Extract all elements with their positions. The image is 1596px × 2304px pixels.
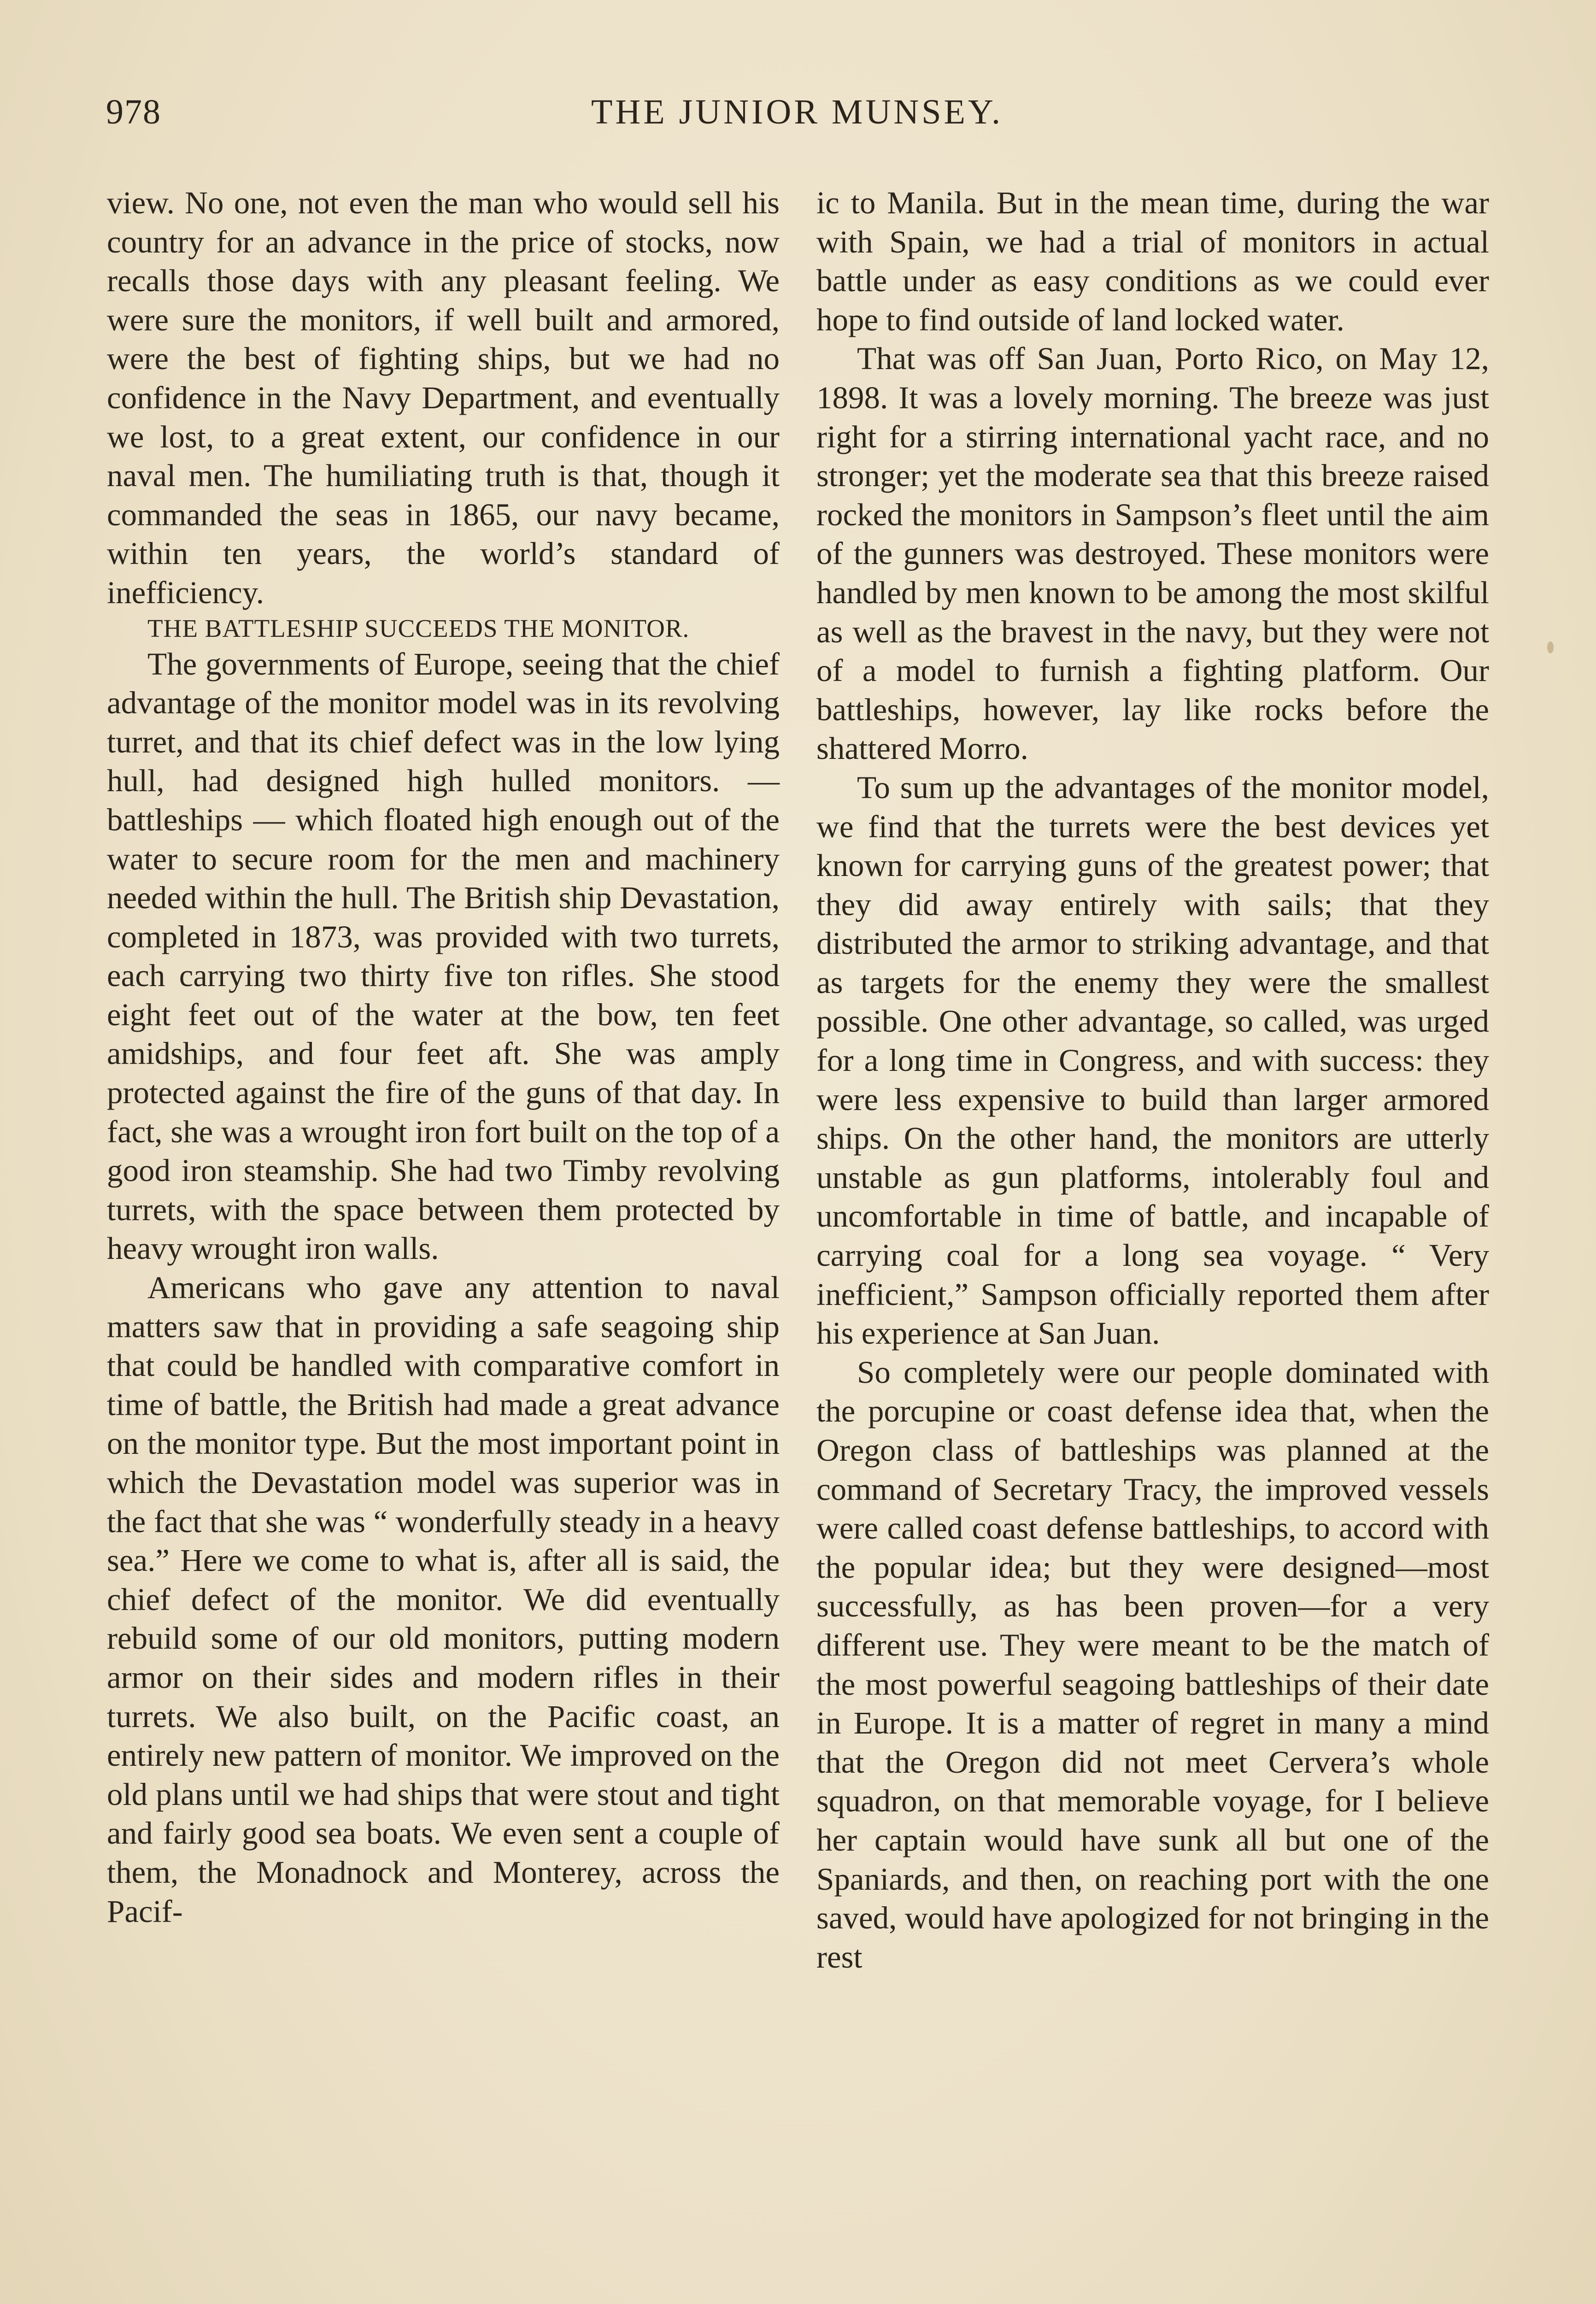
right-column [816,183,1489,1976]
paragraph: To sum up the advantages of the monitor model, we find that the turrets were the best devices yet known for carrying guns of the greatest power; that they did away entirely with sails; that they distributed the armor to striking advantage, and that as targets for the enemy they were the smallest possible. One other advantage, so called, was urged for a long time in Congress, and with success: they were less expensive to build than larger armored ships. On the other hand, the monitors are utterly unstable as gun platforms, intolerably foul and uncomfortable in time of battle, and incapable of carrying coal for a long sea voyage. “ Very inefficient,” Sampson officially reported them after his experience at San Juan. [816,770,1489,1351]
page-number: 978 [106,93,161,131]
paragraph: The governments of Europe, seeing that the chief advantage of the monitor model was in its revolving turret, and that its chief defect was in the low lying hull, had designed high hulled monitors. — battleships — which floated high enough out of the water to secure room for the men and machinery needed within the hull. The British ship Devastation, completed in 1873, was provided with two turrets, each carrying two thirty five ton rifles. She stood eight feet out of the water at the bow, ten feet amidships, and four feet aft. She was amply protected against the fire of the guns of that day. In fact, she was a wrought iron fort built on the top of a good iron steamship. She had two Timby revolving turrets, with the space between them protected by heavy wrought iron walls. [107,646,780,1266]
paper-speck [1547,641,1554,653]
paragraph: So completely were our people dominated with the porcupine or coast defense idea that, when the Oregon class of battleships was planned at the command of Secretary Tracy, the improved vessels were called coast defense battleships, to accord with the popular idea; but they were designed—most successfully, as has been proven—for a very different use. They were meant to be the match of the most powerful seagoing battleships of their date in Europe. It is a matter of regret in many a mind that the Oregon did not meet Cervera’s whole squadron, on that memorable voyage, for I believe her captain would have sunk all but one of the Spaniards, and then, on reaching port with the one saved, would have apologized for not bringing in the rest [816,1354,1489,1975]
paragraph: Americans who gave any attention to naval matters saw that in providing a safe seagoing ship that could be handled with comparative comfort in time of battle, the British had made a great advance on the monitor type. But the most important point in which the Devastation model was superior was in the fact that she was “ wonderfully steady in a heavy sea.” Here we come to what is, after all is said, the chief defect of the monitor. We did eventually rebuild some of our old monitors, putting modern armor on their sides and modern rifles in their turrets. We also built, on the Pacific coast, an entirely new pattern of monitor. We improved on the old plans until we had ships that were stout and tight and fairly good sea boats. We even sent a couple of them, the Monadnock and Monterey, across the Pacif- [107,1270,780,1929]
paragraph: view. No one, not even the man who would sell his country for an advance in the price of stocks, now recalls those days with any pleasant feeling. We were sure the monitors, if well built and armored, were the best of fighting ships, but we had no confidence in the Navy Department, and eventually we lost, to a great extent, our confidence in our naval men. The humiliating truth is that, though it commanded the seas in 1865, our navy became, within ten years, the world’s standard of inefficiency. [107,185,780,610]
section-heading: THE BATTLESHIP SUCCEEDS THE MONITOR. [147,614,690,642]
running-title: THE JUNIOR MUNSEY. [591,93,1003,131]
paragraph: ic to Manila. But in the mean time, during the war with Spain, we had a trial of monitors in actual battle under as easy conditions as we could ever hope to find outside of land locked water. [816,185,1489,337]
page-header [106,92,1488,143]
paragraph: That was off San Juan, Porto Rico, on May 12, 1898. It was a lovely morning. The breeze was just right for a stirring international yacht race, and no stronger; yet the moderate sea that this breeze raised rocked the monitors in Sampson’s fleet until the aim of the gunners was destroyed. These monitors were handled by men known to be among the most skilful as well as the bravest in the navy, but they were not of a model to furnish a fighting platform. Our battleships, however, lay like rocks before the shattered Morro. [816,341,1489,766]
left-column [107,183,780,1931]
